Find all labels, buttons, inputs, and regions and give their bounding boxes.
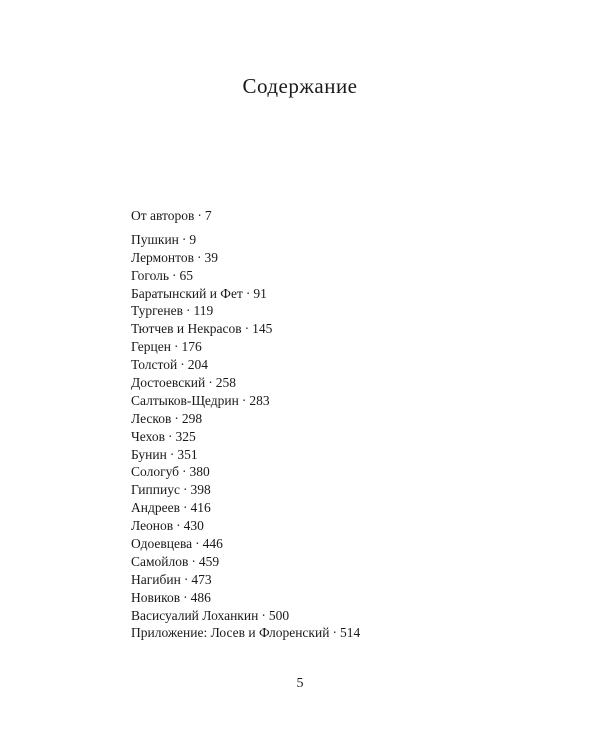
toc-entry (131, 249, 360, 267)
toc-entry-title: Гоголь (131, 267, 170, 283)
toc-entry-page: 416 (190, 500, 211, 516)
toc-entry-page: 283 (249, 392, 270, 408)
toc-entry (131, 338, 360, 356)
toc-entry-title: Бунин (131, 446, 167, 462)
toc-entry-page: 119 (193, 303, 214, 319)
toc-entry-page: 298 (181, 410, 203, 426)
toc-entry-page: 500 (268, 607, 290, 623)
toc-entry-title: Герцен (131, 339, 171, 355)
toc-entry-page: 514 (339, 625, 361, 641)
toc-entry-title: Тургенев (131, 303, 184, 319)
toc-entry (131, 374, 360, 392)
toc-entry-title: Чехов (131, 428, 165, 444)
toc-entry-page: 325 (175, 428, 196, 444)
toc-entry-page: 9 (189, 231, 197, 247)
toc-separator: · (182, 482, 188, 498)
toc-separator: · (173, 339, 179, 355)
toc-entry (131, 589, 360, 607)
toc-entry-page: 176 (181, 339, 202, 355)
toc-entry-title: Самойлов (131, 553, 189, 569)
toc-separator: · (182, 500, 188, 516)
toc-entry (131, 267, 360, 285)
toc-entry-title: Сологуб (131, 464, 180, 480)
toc-entry-page: 473 (191, 571, 212, 587)
toc-entry-title: Новиков (131, 589, 181, 605)
toc-entry (131, 207, 360, 225)
toc-separator: · (241, 392, 247, 408)
toc-separator: · (208, 375, 213, 391)
toc-entry-title: Тютчев и Некрасов (131, 321, 242, 337)
toc-entry-page: 380 (189, 464, 210, 480)
toc-separator: · (180, 357, 185, 373)
toc-entry-title: Андреев (131, 500, 180, 516)
toc-entry-page: 39 (204, 249, 218, 265)
toc-separator: · (174, 410, 179, 426)
toc-separator: · (245, 285, 251, 301)
toc-separator: · (172, 267, 177, 283)
page-number: 5 (296, 676, 304, 691)
toc-entry (131, 463, 360, 481)
toc-separator: · (181, 231, 187, 247)
toc-entry-page: 258 (215, 375, 236, 391)
toc-entry-title: Леонов (131, 518, 174, 534)
toc-entry-page: 145 (252, 321, 273, 337)
toc-entry (131, 428, 360, 446)
toc-entry (131, 302, 360, 320)
toc-entry-page: 459 (198, 553, 220, 569)
toc-entry-page: 398 (190, 482, 211, 498)
toc-entry-title: Баратынский и Фет (131, 285, 243, 301)
toc-entry (131, 607, 360, 625)
toc-entry (131, 356, 360, 374)
toc-entry-title: Нагибин (131, 571, 181, 587)
toc-entry (131, 392, 360, 410)
toc-entry-page: 446 (202, 536, 223, 552)
toc-entry (131, 481, 360, 499)
toc-separator: · (169, 446, 175, 462)
toc-entry (131, 285, 360, 303)
toc-entry-title: Лермонтов (131, 249, 194, 265)
toc-entry (131, 535, 360, 553)
toc-entry-page: 430 (183, 518, 204, 534)
toc-separator: · (176, 518, 181, 534)
toc-entry-title: Салтыков-Щедрин (131, 392, 239, 408)
toc-separator: · (186, 303, 191, 319)
toc-entry-title: Толстой (131, 357, 178, 373)
toc-entry-page: 204 (187, 357, 208, 373)
toc-separator: · (183, 571, 189, 587)
toc-separator: · (182, 464, 187, 480)
toc-entry-title: Васисуалий Лоханкин (131, 607, 259, 623)
toc-entry (131, 517, 360, 535)
toc-entry-title: Приложение: Лосев и Флоренский (131, 625, 330, 641)
toc-entry (131, 553, 360, 571)
toc-separator: · (332, 625, 337, 641)
table-of-contents (131, 207, 360, 642)
toc-separator: · (244, 321, 250, 337)
toc-separator: · (191, 553, 196, 569)
toc-entry (131, 624, 360, 642)
toc-separator: · (167, 428, 173, 444)
toc-entry (131, 571, 360, 589)
toc-entry-title: Пушкин (131, 231, 179, 247)
toc-entry-page: 7 (204, 208, 212, 223)
toc-entry-title: Лесков (131, 410, 172, 426)
toc-separator: · (261, 607, 266, 623)
toc-entry (131, 446, 360, 464)
toc-separator: · (196, 249, 202, 265)
toc-entry-title: Гиппиус (131, 482, 180, 498)
toc-entry (131, 499, 360, 517)
toc-separator: · (183, 589, 188, 605)
toc-entry (131, 320, 360, 338)
toc-entry (131, 410, 360, 428)
toc-entry-page: 486 (190, 589, 211, 605)
toc-entry-title: Достоевский (131, 375, 206, 391)
toc-entry-title: Одоевцева (131, 536, 193, 552)
toc-entry-page: 65 (179, 267, 194, 283)
page-title: Содержание (242, 74, 358, 98)
toc-entry-page: 351 (177, 446, 198, 462)
toc-entry-title: От авторов (131, 208, 195, 223)
toc-entry (131, 231, 360, 249)
toc-separator: · (195, 536, 200, 552)
toc-entry-page: 91 (253, 285, 267, 301)
toc-separator: · (197, 208, 202, 223)
